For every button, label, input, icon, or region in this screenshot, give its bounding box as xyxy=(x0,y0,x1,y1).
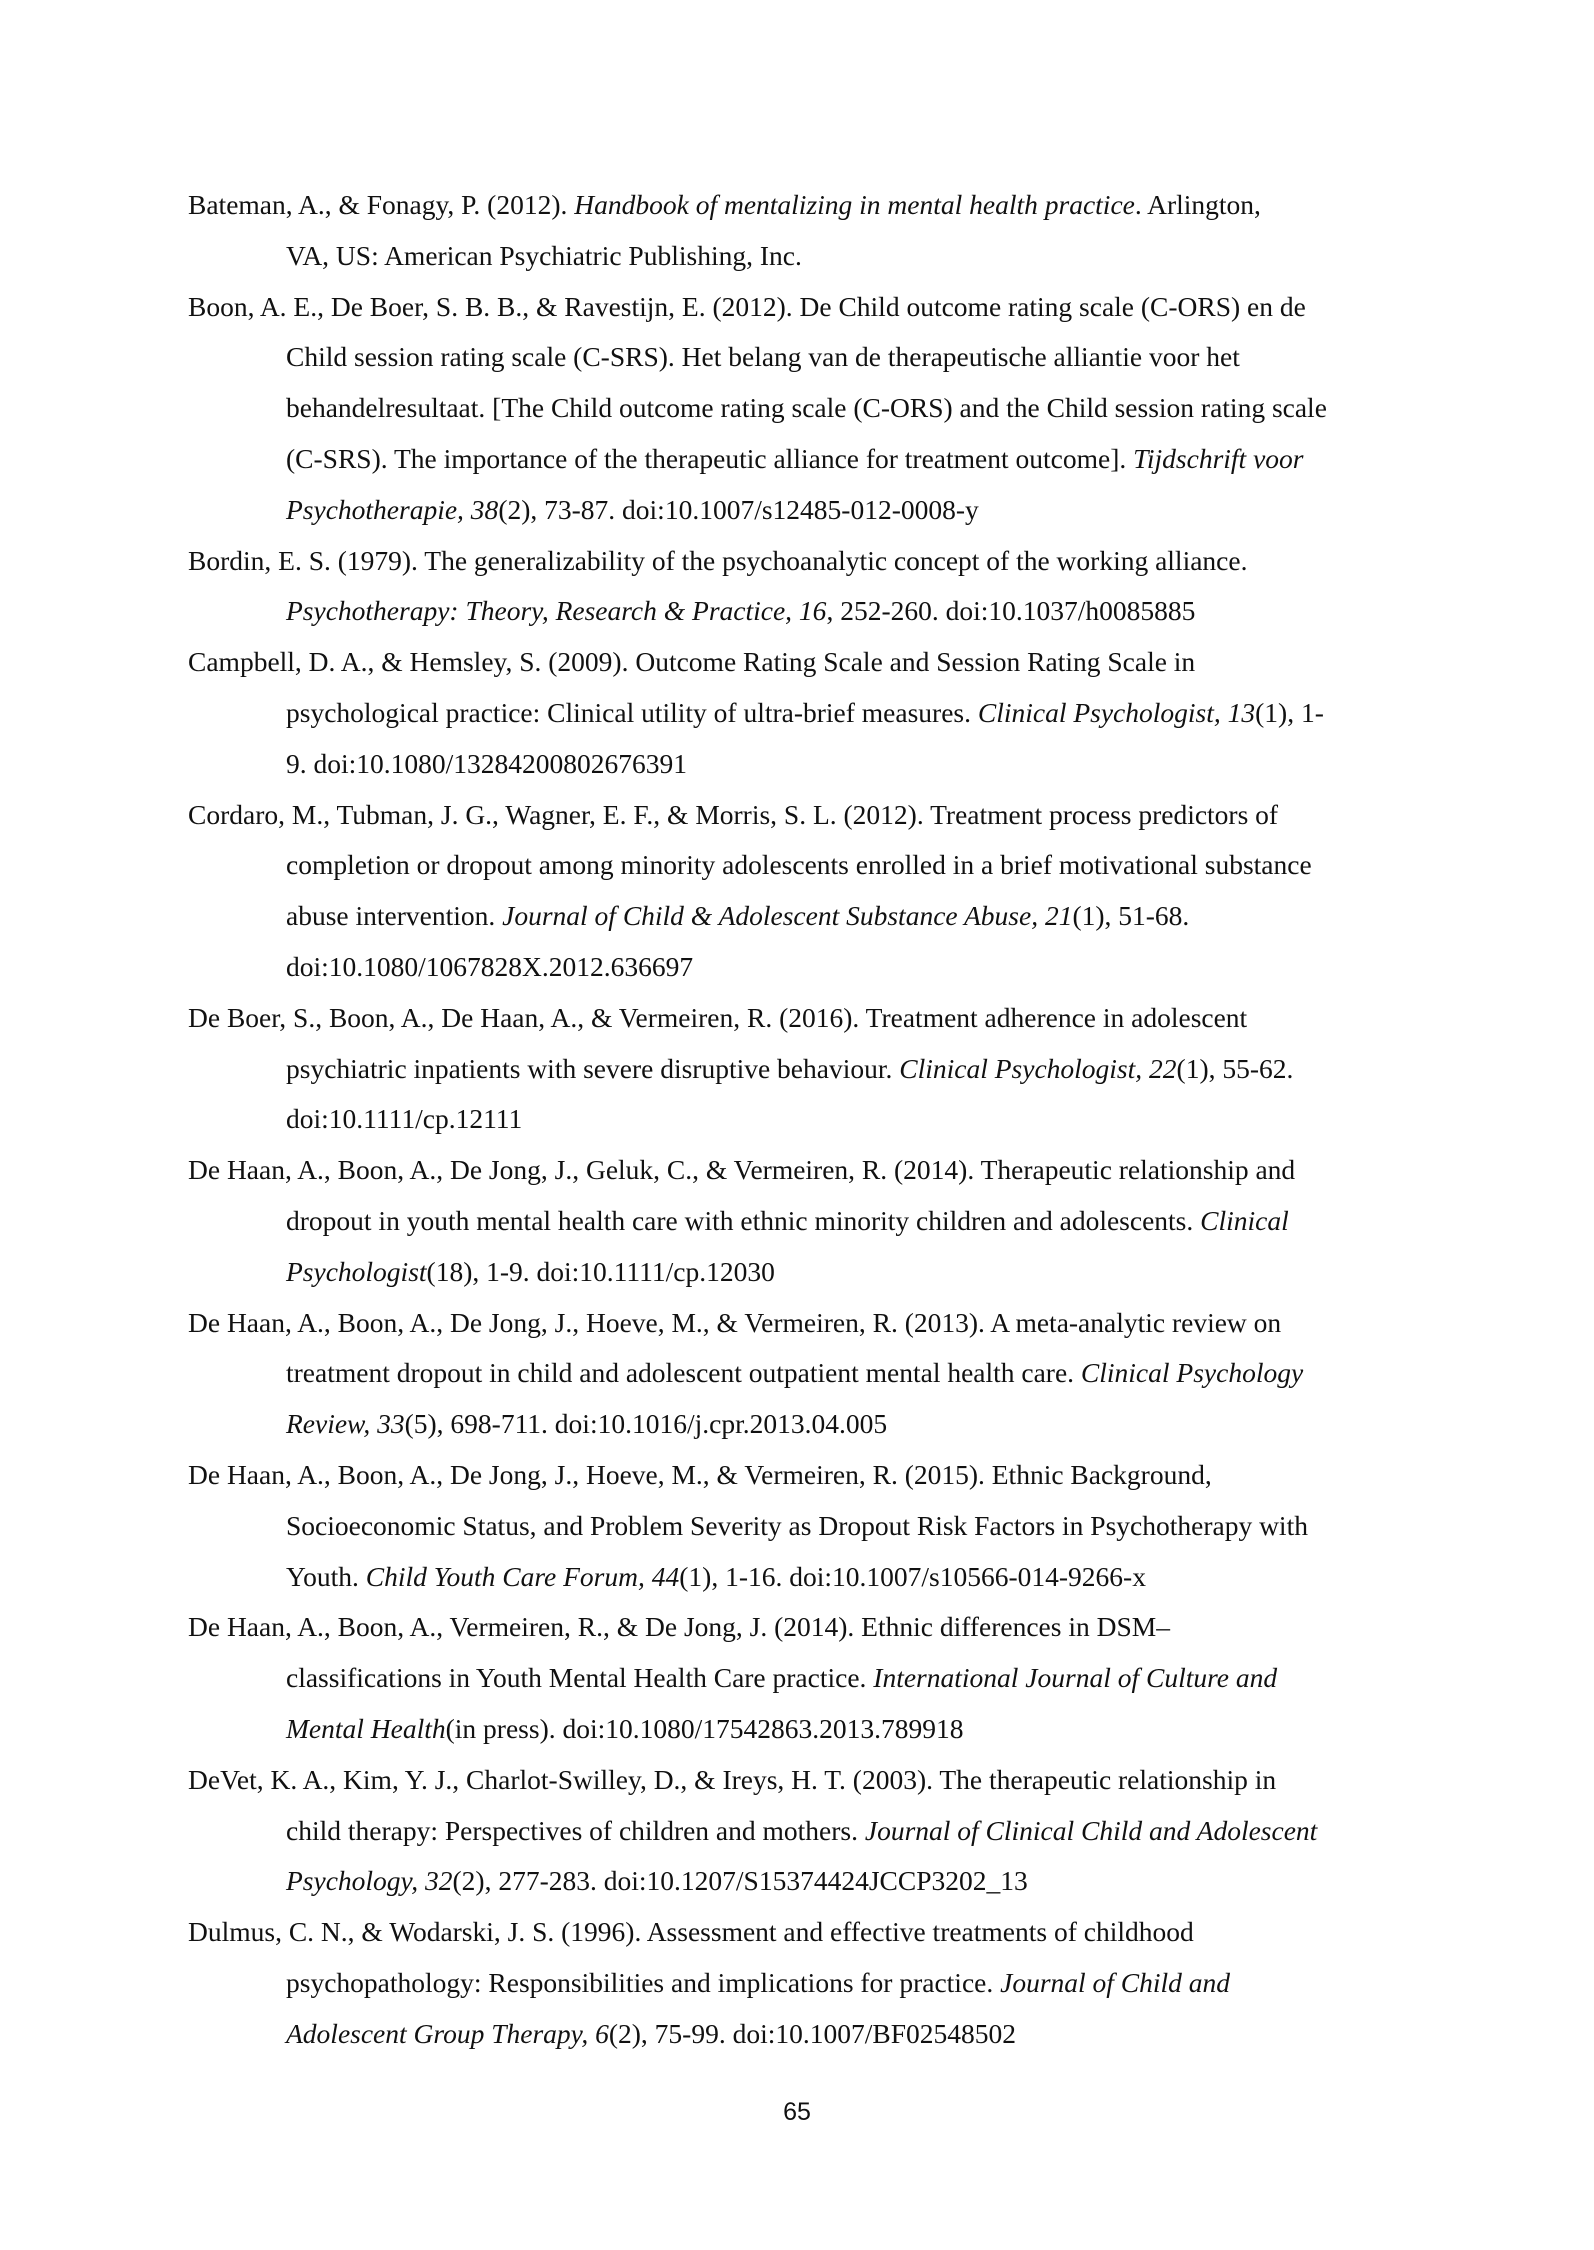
reference-line xyxy=(188,1552,1438,1603)
text: DeVet, K. A., Kim, Y. J., Charlot-Swilley, D., & Ireys, H. T. (2003). The therapeutic relationship in xyxy=(188,1763,1277,1795)
italic-text: Tijdschrift voor xyxy=(1133,442,1304,474)
text: Bordin, E. S. (1979). The generalizability of the psychoanalytic concept of the working alliance. xyxy=(188,544,1248,576)
reference-line xyxy=(188,1755,1438,1806)
text: 9. doi:10.1080/13284200802676391 xyxy=(286,747,688,779)
reference-line xyxy=(188,1298,1438,1349)
italic-text: Psychotherapie, 38 xyxy=(286,493,499,525)
reference-line xyxy=(188,434,1438,485)
reference-line xyxy=(188,790,1438,841)
text: De Haan, A., Boon, A., De Jong, J., Geluk, C., & Vermeiren, R. (2014). Therapeutic relationship and xyxy=(188,1154,1296,1186)
reference-line xyxy=(188,1907,1438,1958)
text: Socioeconomic Status, and Problem Severity as Dropout Risk Factors in Psychotherapy with xyxy=(286,1509,1308,1541)
text: De Haan, A., Boon, A., De Jong, J., Hoeve, M., & Vermeiren, R. (2013). A meta-analytic review on xyxy=(188,1306,1282,1338)
italic-text: Clinical Psychologist, 13 xyxy=(977,696,1256,728)
text: (18), 1-9. doi:10.1111/cp.12030 xyxy=(426,1255,775,1287)
reference-line xyxy=(188,1653,1438,1704)
text: (5), 698-711. doi:10.1016/j.cpr.2013.04.005 xyxy=(404,1408,888,1440)
reference-entry xyxy=(188,790,1438,993)
text: Bateman, A., & Fonagy, P. (2012). xyxy=(188,189,575,220)
reference-line xyxy=(188,1348,1438,1399)
reference-list xyxy=(188,180,1438,2059)
reference-line xyxy=(188,485,1438,536)
reference-line xyxy=(188,383,1438,434)
text: psychopathology: Responsibilities and implications for practice. xyxy=(286,1966,1001,1998)
text: doi:10.1080/1067828X.2012.636697 xyxy=(286,950,694,982)
reference-line xyxy=(188,1602,1438,1653)
reference-line xyxy=(188,1501,1438,1552)
reference-entry xyxy=(188,1755,1438,1907)
italic-text: Clinical xyxy=(1200,1204,1289,1236)
reference-line xyxy=(188,1145,1438,1196)
text: , 252-260. doi:10.1037/h0085885 xyxy=(826,595,1196,627)
reference-line xyxy=(188,231,1438,282)
reference-entry xyxy=(188,1450,1438,1602)
reference-line xyxy=(188,332,1438,383)
italic-text: Journal of Child and xyxy=(1000,1966,1231,1998)
text: De Boer, S., Boon, A., De Haan, A., & Vermeiren, R. (2016). Treatment adherence in adolescent xyxy=(188,1001,1248,1033)
italic-text: Mental Health xyxy=(286,1712,446,1744)
text: Child session rating scale (C-SRS). Het belang van de therapeutische alliantie voor het xyxy=(286,341,1240,373)
reference-line xyxy=(188,993,1438,1044)
text: VA, US: American Psychiatric Publishing, Inc. xyxy=(286,239,802,271)
reference-entry xyxy=(188,180,1438,282)
reference-line xyxy=(188,739,1438,790)
reference-line xyxy=(188,1196,1438,1247)
italic-text: Handbook of mentalizing in mental health practice xyxy=(574,189,1135,220)
text: (2), 277-283. doi:10.1207/S15374424JCCP3202_13 xyxy=(452,1865,1028,1897)
reference-line xyxy=(188,1399,1438,1450)
text: child therapy: Perspectives of children and mothers. xyxy=(286,1814,865,1846)
reference-line xyxy=(188,1856,1438,1907)
italic-text: Child Youth Care Forum, 44 xyxy=(365,1560,680,1592)
text: De Haan, A., Boon, A., De Jong, J., Hoeve, M., & Vermeiren, R. (2015). Ethnic Background, xyxy=(188,1458,1212,1490)
text: Boon, A. E., De Boer, S. B. B., & Ravestijn, E. (2012). De Child outcome rating scale (C-ORS) en de xyxy=(188,290,1306,322)
text: classifications in Youth Mental Health Care practice. xyxy=(286,1662,874,1694)
italic-text: Psychology, 32 xyxy=(286,1865,453,1897)
reference-line xyxy=(188,1704,1438,1755)
reference-line xyxy=(188,637,1438,688)
text: De Haan, A., Boon, A., Vermeiren, R., & De Jong, J. (2014). Ethnic differences in DSM– xyxy=(188,1611,1170,1643)
reference-entry xyxy=(188,1907,1438,2059)
reference-entry xyxy=(188,536,1438,638)
text: Cordaro, M., Tubman, J. G., Wagner, E. F., & Morris, S. L. (2012). Treatment process predictors of xyxy=(188,798,1279,830)
reference-line xyxy=(188,586,1438,637)
reference-line xyxy=(188,688,1438,739)
text: Campbell, D. A., & Hemsley, S. (2009). Outcome Rating Scale and Session Rating Scale in xyxy=(188,646,1196,678)
reference-line xyxy=(188,1958,1438,2009)
text: (1), 55-62. xyxy=(1176,1052,1294,1084)
italic-text: Adolescent Group Therapy, 6 xyxy=(286,2017,609,2049)
text: (in press). doi:10.1080/17542863.2013.789918 xyxy=(445,1712,964,1744)
reference-line xyxy=(188,1044,1438,1095)
reference-line xyxy=(188,1806,1438,1857)
text: (2), 75-99. doi:10.1007/BF02548502 xyxy=(608,2017,1016,2049)
text: (2), 73-87. doi:10.1007/s12485-012-0008-y xyxy=(498,493,979,525)
reference-line xyxy=(188,536,1438,587)
text: completion or dropout among minority adolescents enrolled in a brief motivational substance xyxy=(286,849,1312,881)
reference-line xyxy=(188,891,1438,942)
text: psychiatric inpatients with severe disruptive behaviour. xyxy=(286,1052,900,1084)
italic-text: Clinical Psychologist, 22 xyxy=(899,1052,1177,1084)
reference-line xyxy=(188,1247,1438,1298)
reference-line xyxy=(188,840,1438,891)
text: Youth. xyxy=(286,1560,366,1592)
reference-entry xyxy=(188,1602,1438,1754)
reference-line xyxy=(188,1094,1438,1145)
text: (1), 1- xyxy=(1255,696,1324,728)
reference-entry xyxy=(188,1298,1438,1450)
text: (1), 51-68. xyxy=(1072,900,1190,932)
reference-entry xyxy=(188,1145,1438,1297)
page-number: 65 xyxy=(783,2098,811,2126)
reference-line xyxy=(188,942,1438,993)
text: behandelresultaat. [The Child outcome rating scale (C-ORS) and the Child session rating scale xyxy=(286,392,1327,424)
text: (1), 1-16. doi:10.1007/s10566-014-9266-x xyxy=(679,1560,1146,1592)
reference-line xyxy=(188,1450,1438,1501)
italic-text: Review, 33 xyxy=(286,1408,405,1440)
text: (C-SRS). The importance of the therapeutic alliance for treatment outcome]. xyxy=(286,442,1134,474)
italic-text: Clinical Psychology xyxy=(1080,1357,1304,1389)
italic-text: Journal of Child & Adolescent Substance Abuse, 21 xyxy=(502,900,1073,932)
italic-text: Journal of Clinical Child and Adolescent xyxy=(864,1814,1318,1846)
reference-entry xyxy=(188,637,1438,789)
italic-text: Psychotherapy: Theory, Research & Practice, 16 xyxy=(286,595,827,627)
text: Dulmus, C. N., & Wodarski, J. S. (1996). Assessment and effective treatments of childhood xyxy=(188,1916,1194,1948)
reference-line xyxy=(188,2009,1438,2060)
reference-line xyxy=(188,282,1438,333)
text: . Arlington, xyxy=(1134,189,1261,220)
text: dropout in youth mental health care with ethnic minority children and adolescents. xyxy=(286,1204,1201,1236)
italic-text: International Journal of Culture and xyxy=(873,1662,1278,1694)
text: abuse intervention. xyxy=(286,900,503,932)
text: psychological practice: Clinical utility of ultra-brief measures. xyxy=(286,696,978,728)
text: doi:10.1111/cp.12111 xyxy=(286,1103,523,1135)
italic-text: Psychologist xyxy=(286,1255,427,1287)
reference-entry xyxy=(188,993,1438,1145)
text: treatment dropout in child and adolescent outpatient mental health care. xyxy=(286,1357,1081,1389)
reference-line xyxy=(188,180,1438,231)
reference-entry xyxy=(188,282,1438,536)
